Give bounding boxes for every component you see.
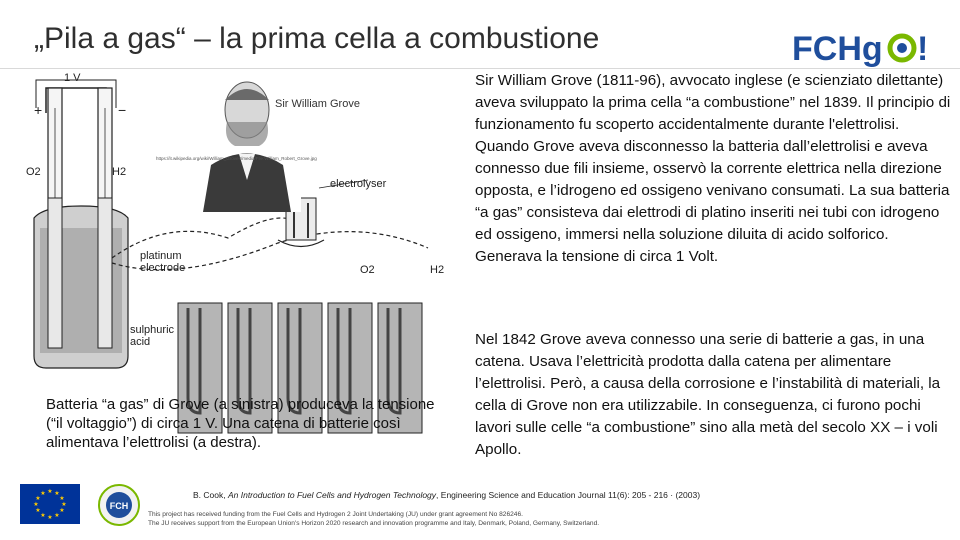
funding-line-2: The JU receives support from the European Union's Horizon 2020 research and innovation programme and Italy, Denmark, Poland, Germany, Switzerland.: [148, 519, 600, 527]
svg-text:★: ★: [59, 507, 65, 514]
paragraph-history: Sir William Grove (1811-96), avvocato inglese (e scienziato dilettante) aveva sviluppato la prima cella “a combustione” nel 1839. Il principio di funzionamento fu scoperto accidentalmente durante l'elettrolisi. Quando Grove aveva disconnesso la batteria dall’elettrolisi e aveva connesso due fili insieme, osservò la corrente elettrica nella direzione opposta, e l’idrogeno ed ossigeno venivano consumati. La sua batteria “a gas” consisteva dai elettrodi di platino inseriti nei tubi con idrogeno ed ossigeno, immersi nella soluzione diluita di acido solforico. Generava la tensione di circa 1 Volt.: [475, 72, 951, 265]
portrait-sir-william-grove: [193, 70, 301, 212]
label-electrolyser: electrolyser: [330, 178, 387, 190]
svg-text:★: ★: [54, 512, 60, 519]
label-o2-right: O2: [360, 264, 375, 276]
label-voltage: 1 V: [64, 72, 81, 84]
label-sulphuric-acid: sulphuric acid: [130, 324, 175, 348]
fch-logo-text: FCH: [109, 501, 129, 511]
figure-caption: Batteria “a gas” di Grove (a sinistra) produceva la tensione (“il voltaggio”) di circa 1 V. Una catena di batterie così alimentava l’elettrolisi (a destra).: [46, 396, 435, 451]
svg-text:FCHg: FCHg: [792, 30, 883, 68]
fch-logo-graphic: [94, 480, 144, 530]
fch-ju-logo: [94, 480, 144, 530]
eu-stars: [20, 484, 80, 524]
fchgo-logo: [790, 24, 940, 70]
svg-text:★: ★: [61, 501, 67, 508]
svg-text:★: ★: [35, 507, 41, 514]
paragraph-chain: Nel 1842 Grove aveva connesso una serie di batterie a gas, in una catena. Usava l’elettricità prodotta dalla catena per alimentare l’elettrolisi. Però, a causa della corrosione e l’instabilità di materiali, la cella di Grove non era utilizzabile. In conseguenza, ci furono pochi lavori sulle celle “a combustione” sino alla metà del secolo XX – i voli Apollo.: [475, 331, 941, 458]
svg-text:★: ★: [47, 488, 53, 495]
citation-author: B. Cook,: [193, 490, 228, 500]
label-platinum-electrode: platinum electrode: [140, 250, 186, 274]
label-h2-left: H2: [112, 166, 127, 178]
svg-text:★: ★: [54, 490, 60, 497]
fchgo-logo-graphic: [790, 24, 940, 70]
svg-text:★: ★: [33, 501, 39, 508]
portrait-caption: Sir William Grove: [275, 98, 360, 110]
label-o2-left: O2: [26, 166, 41, 178]
portrait-source-url: https://it.wikipedia.org/wiki/William_Grove#/media/File:William_Robert_Grove.jpg: [156, 156, 317, 161]
label-h2-right: H2: [430, 264, 445, 276]
citation: [193, 490, 700, 500]
svg-text:★: ★: [40, 490, 46, 497]
funding-notice: [148, 511, 599, 528]
funding-line-1: This project has received funding from the Fuel Cells and Hydrogen 2 Joint Undertaking (JU) under grant agreement No 826246.: [148, 511, 523, 518]
label-minus: −: [118, 102, 127, 118]
svg-text:★: ★: [59, 495, 65, 502]
citation-journal: , Engineering Science and Education Journal 11(6): 205 - 216 · (2003): [436, 490, 701, 500]
svg-text:★: ★: [35, 495, 41, 502]
svg-text:!: !: [917, 30, 929, 68]
citation-title: An Introduction to Fuel Cells and Hydrogen Technology: [227, 490, 437, 500]
eu-flag-logo: [20, 484, 80, 524]
svg-text:★: ★: [40, 512, 46, 519]
portrait-image: [193, 70, 301, 212]
label-plus: +: [34, 102, 43, 118]
slide-title: „Pila a gas“ – la prima cella a combustione: [34, 22, 600, 55]
svg-text:★: ★: [47, 514, 53, 521]
